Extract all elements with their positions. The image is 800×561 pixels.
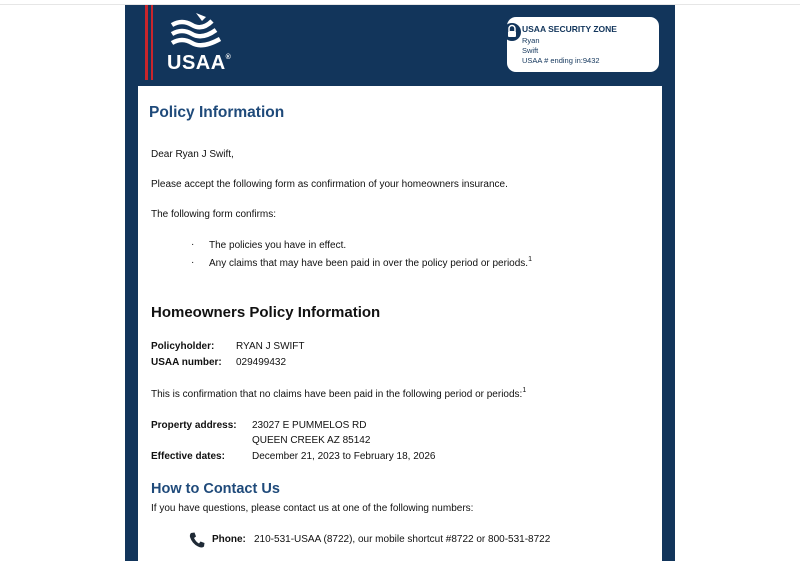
policyholder-label: Policyholder: <box>151 341 215 352</box>
list-item: Any claims that may have been paid in over the policy period or periods.$^1$ <box>209 256 532 269</box>
list-item: The policies you have in effect. <box>209 240 347 251</box>
security-zone-last-name: Swift <box>522 46 539 55</box>
bullet-marker: · <box>191 257 195 268</box>
effective-dates-value: December 21, 2023 to February 18, 2026 <box>252 451 436 462</box>
usaa-number-label: USAA number: <box>151 357 222 368</box>
red-accent-bar <box>145 5 148 80</box>
usaa-logo-text: USAA® <box>167 52 232 74</box>
section-title-contact: How to Contact Us <box>151 481 280 497</box>
contact-intro: If you have questions, please contact us at one of the following numbers: <box>151 503 474 514</box>
phone-numbers: 210-531-USAA (8722), our mobile shortcut #8722 or 800-531-8722 <box>254 534 551 545</box>
property-address-label: Property address: <box>151 420 237 431</box>
no-claims-paragraph: This is confirmation that no claims have been paid in the following period or periods:$^1$ <box>151 387 527 400</box>
intro-paragraph: Please accept the following form as confirmation of your homeowners insurance. <box>151 179 508 190</box>
page-title: Policy Information <box>149 104 285 121</box>
bullet-marker: · <box>191 239 195 250</box>
phone-label: Phone: <box>212 534 246 545</box>
section-title-homeowners: Homeowners Policy Information <box>151 304 381 321</box>
lock-icon <box>503 21 521 41</box>
security-zone-title: USAA SECURITY ZONE <box>522 24 617 34</box>
security-zone-first-name: Ryan <box>522 36 540 45</box>
confirms-paragraph: The following form confirms: <box>151 209 277 220</box>
property-address-line1: 23027 E PUMMELOS RD <box>252 420 367 431</box>
phone-icon <box>188 531 206 549</box>
footnote-marker: 1 <box>528 256 532 263</box>
usaa-number-value: 029499432 <box>236 357 287 368</box>
effective-dates-label: Effective dates: <box>151 451 225 462</box>
policyholder-value: RYAN J SWIFT <box>236 341 305 352</box>
footnote-marker: 1 <box>522 387 527 394</box>
red-accent-bar-thin <box>151 5 153 80</box>
greeting: Dear Ryan J Swift, <box>151 149 234 160</box>
property-address-line2: QUEEN CREEK AZ 85142 <box>252 435 371 446</box>
security-zone-member-number: USAA # ending in:9432 <box>522 56 600 65</box>
